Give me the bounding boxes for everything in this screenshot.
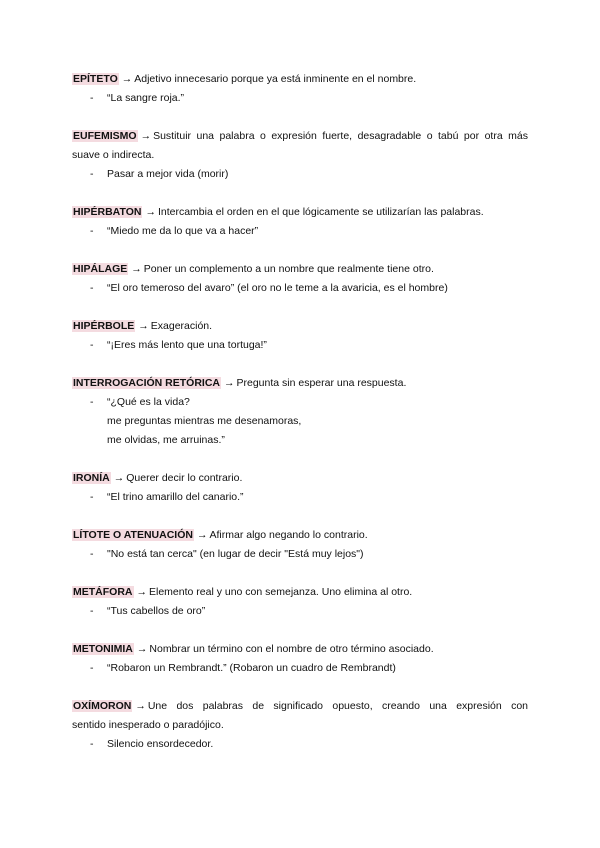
entry-epiteto [72,70,528,108]
entry-hiperbaton [72,203,528,241]
definition-continuation: suave o indirecta. [72,149,155,161]
arrow: → [196,529,208,541]
dash-bullet: - [90,738,94,750]
example-item [72,89,528,108]
entry-hipalage [72,260,528,298]
dash-bullet: - [90,339,94,351]
example-item [72,222,528,241]
definition-line [72,127,528,146]
definition: Elemento real y uno con semejanza. Uno elimina al otro. [149,586,413,598]
dash-bullet: - [90,491,94,503]
term: HIPÉRBOLE [73,320,135,332]
term: METONIMIA [73,643,133,655]
dash-bullet: - [90,168,94,180]
term: HIPÉRBATON [73,206,142,218]
example-item [72,279,528,298]
arrow: → [135,700,146,712]
example-item [72,545,528,564]
example-text: “¿Qué es la vida? [107,396,190,408]
dash-bullet: - [90,548,94,560]
definition: Nombrar un término con el nombre de otro término asociado. [149,643,434,655]
definition: Pregunta sin esperar una respuesta. [236,377,407,389]
definition-line [72,583,528,602]
example-item [72,659,528,678]
definition: Sustituir una palabra o expresión fuerte, desagradable o tabú por otra más [153,130,528,142]
definition-line [72,469,528,488]
entry-interrogacion-retorica [72,374,528,450]
definition: Une dos palabras de significado opuesto, creando una expresión con [147,700,528,712]
example-item [72,393,528,450]
example-text: “El oro temeroso del avaro” (el oro no le teme a la avaricia, es el hombre) [107,282,448,294]
arrow: → [113,472,125,484]
example-item [72,735,528,754]
example-item [72,488,528,507]
example-text: “¡Eres más lento que una tortuga!” [107,339,267,351]
definition: Exageración. [150,320,213,332]
example-text: “Miedo me da lo que va a hacer” [107,225,259,237]
example-text: “Robaron un Rembrandt.” (Robaron un cuadro de Rembrandt) [107,662,396,674]
example-text: “El trino amarillo del canario.” [107,491,244,503]
entry-litote [72,526,528,564]
arrow: → [138,320,149,332]
arrow: → [131,263,142,275]
term: INTERROGACIÓN RETÓRICA [73,377,220,389]
term: OXÍMORON [73,700,132,712]
dash-bullet: - [90,282,94,294]
definition: Intercambia el orden en el que lógicamente se utilizarían las palabras. [157,206,484,218]
document-page [72,70,528,754]
dash-bullet: - [90,662,94,674]
arrow: → [136,586,147,598]
arrow: → [145,206,156,218]
term: IRONÍA [73,472,110,484]
definition-line [72,697,528,716]
definition-line [72,526,528,545]
entry-ironia [72,469,528,507]
definition-line [72,640,528,659]
example-text: Pasar a mejor vida (morir) [107,168,229,180]
term: EPÍTETO [73,73,118,85]
example-item [72,165,528,184]
entry-eufemismo [72,127,528,184]
example-text: “Tus cabellos de oro” [107,605,206,617]
arrow: → [136,643,148,655]
example-text: “La sangre roja.” [107,92,185,104]
example-text: Silencio ensordecedor. [107,738,214,750]
entry-metonimia [72,640,528,678]
example-text: me preguntas mientras me desenamoras, [107,415,302,427]
term: METÁFORA [73,586,133,598]
definition: Afirmar algo negando lo contrario. [209,529,368,541]
dash-bullet: - [90,605,94,617]
dash-bullet: - [90,92,94,104]
definition: Adjetivo innecesario porque ya está inminente en el nombre. [134,73,417,85]
example-text: "No está tan cerca" (en lugar de decir "Está muy lejos") [107,548,364,560]
definition-line [72,374,528,393]
definition-line [72,203,528,222]
example-item [72,336,528,355]
entry-hiperbole [72,317,528,355]
entry-metafora [72,583,528,621]
example-text: me olvidas, me arruinas.” [107,434,225,446]
arrow: → [140,130,152,142]
term: EUFEMISMO [73,130,137,142]
example-item [72,602,528,621]
dash-bullet: - [90,396,94,408]
dash-bullet: - [90,225,94,237]
term: LÍTOTE O ATENUACIÓN [73,529,193,541]
definition-continuation: sentido inesperado o paradójico. [72,719,224,731]
entry-oximoron [72,697,528,754]
definition: Querer decir lo contrario. [126,472,243,484]
definition-line [72,317,528,336]
definition-line [72,260,528,279]
arrow: → [224,377,235,389]
definition: Poner un complemento a un nombre que realmente tiene otro. [143,263,434,275]
arrow: → [121,73,133,85]
definition-line [72,70,528,89]
term: HIPÁLAGE [73,263,128,275]
